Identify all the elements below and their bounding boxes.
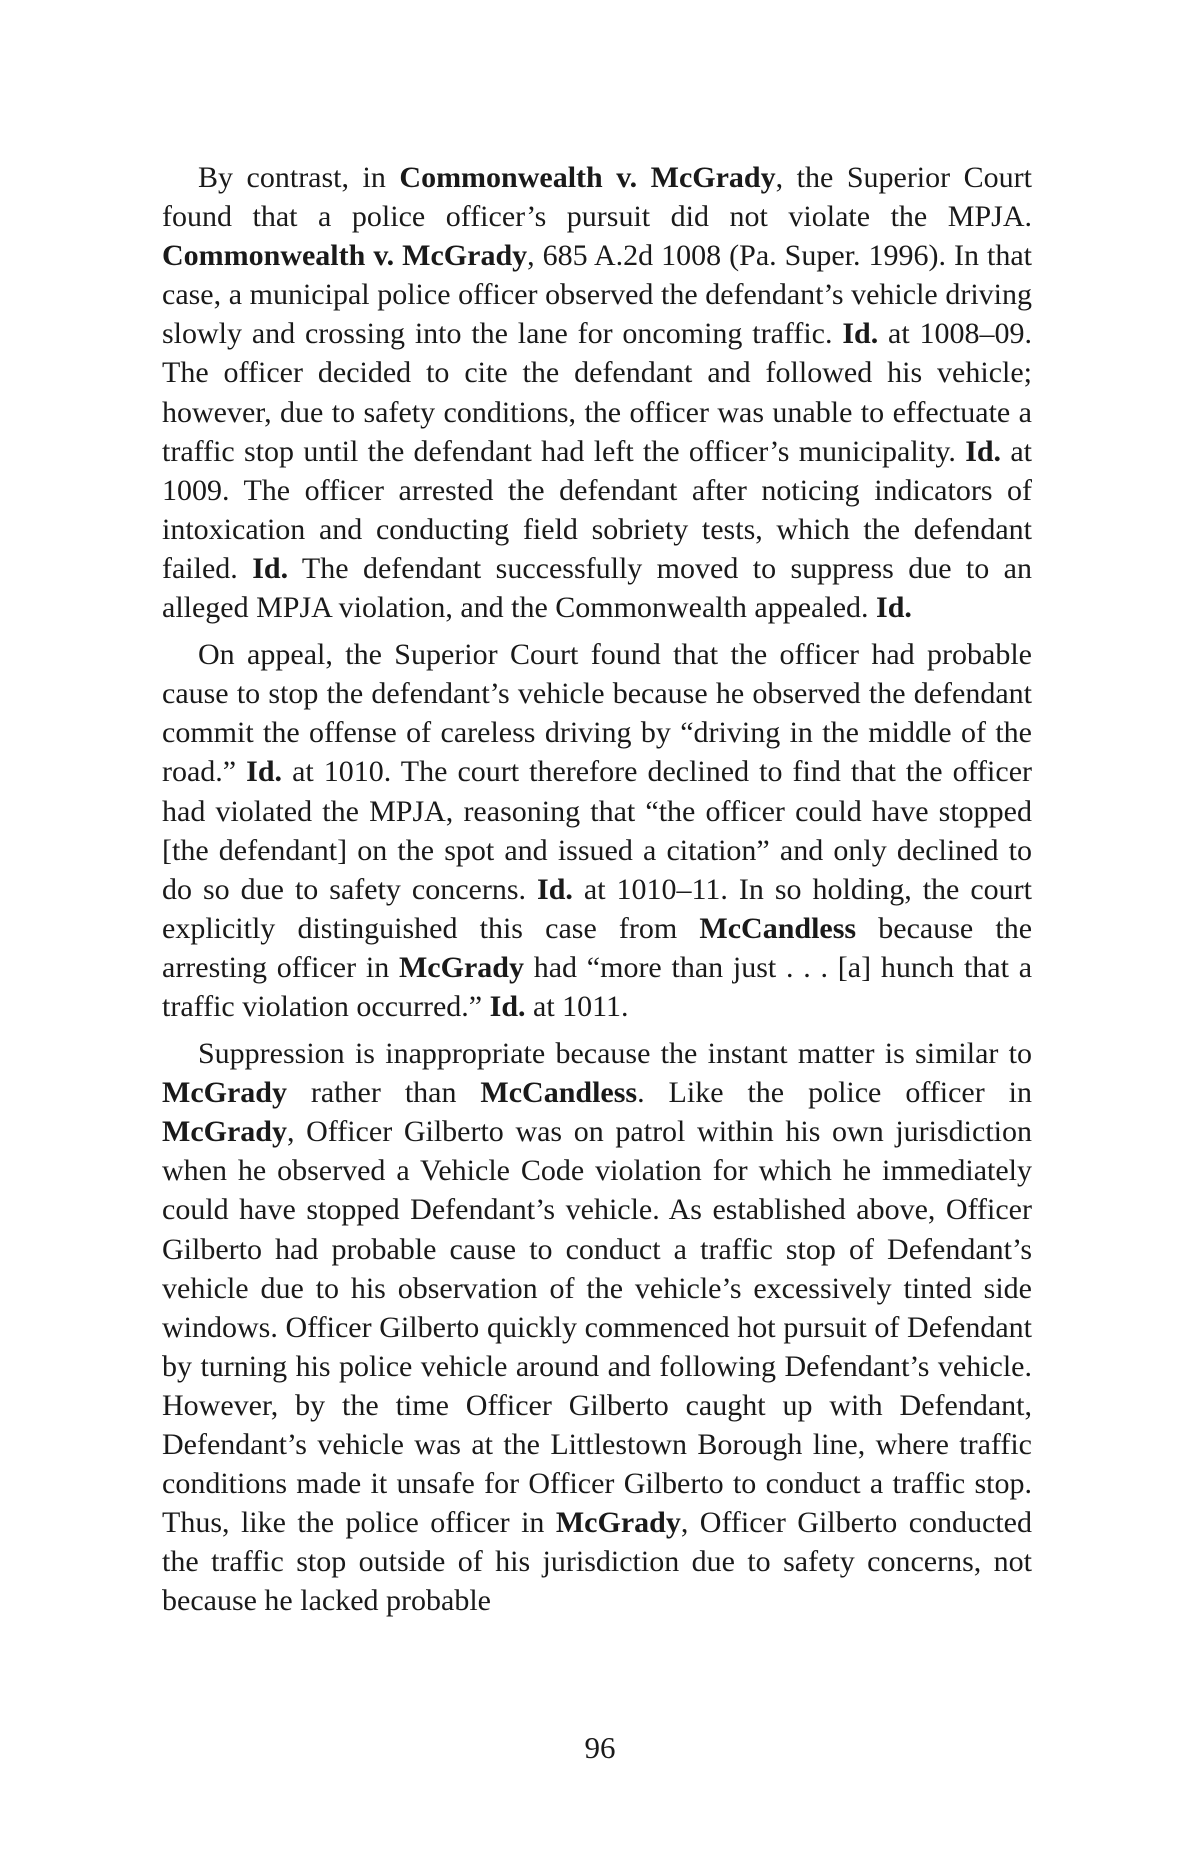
case-citation: Id. <box>252 551 289 585</box>
text-segment: at 1008–09. The officer decided to cite the defendant and followed his vehicle; however, due to safety conditions, the officer was unable to effectuate a traffic stop until the defendant had left the officer’s municipality. <box>162 317 1033 468</box>
text-segment: On appeal, the Superior Court found that the officer had probable cause to stop the defendant’s vehicle because he observed the defendant commit the offense of careless driving by “driving in the middle of the road.” <box>162 638 1032 789</box>
case-citation: Commonwealth v. McGrady <box>162 239 528 273</box>
document-body <box>162 158 1032 1628</box>
case-citation: Id. <box>489 989 526 1023</box>
case-citation: McGrady <box>398 950 524 984</box>
text-segment: at 1010. The court therefore declined to find that the officer had violated the MPJA, reasoning that “the officer could have stopped [the defendant] on the spot and issued a citation” and only declined to do so due to safety concerns. <box>162 755 1032 906</box>
case-citation: Commonwealth v. McGrady <box>399 161 776 194</box>
case-citation: Id. <box>842 317 879 351</box>
case-citation: Id. <box>965 434 1002 468</box>
text-segment: Suppression is inappropriate because the instant matter is similar to <box>198 1037 1032 1071</box>
text-segment: at 1011. <box>525 989 629 1023</box>
case-citation: McGrady <box>162 1076 287 1110</box>
text-segment: at 1009. The officer arrested the defendant after noticing indicators of intoxication and conducting field sobriety tests, which the defendant failed. <box>162 434 1032 585</box>
text-segment: By contrast, in <box>198 161 400 194</box>
case-citation: Id. <box>876 591 912 625</box>
case-citation: McGrady <box>162 1115 287 1149</box>
text-segment: because the arresting officer in <box>162 911 1033 984</box>
case-citation: McGrady <box>555 1506 681 1540</box>
text-segment: , the Superior Court found that a police officer’s pursuit did not violate the MPJA. <box>162 161 1032 234</box>
page-number: 96 <box>584 1730 616 1765</box>
paragraph-3 <box>162 1034 1032 1620</box>
text-segment: at 1010–11. In so holding, the court explicitly distinguished this case from <box>162 872 1032 945</box>
case-citation: Id. <box>246 755 283 789</box>
text-segment: rather than <box>286 1076 481 1110</box>
case-citation: McCandless <box>480 1076 638 1110</box>
text-segment: The defendant successfully moved to suppress due to an alleged MPJA violation, and the Commonwealth appealed. <box>162 551 1032 625</box>
text-segment: , Officer Gilberto conducted the traffic stop outside of his jurisdiction due to safety concerns, not because he lacked probable <box>162 1506 1032 1618</box>
paragraph-2 <box>162 635 1032 1026</box>
text-segment: , Officer Gilberto was on patrol within his own jurisdiction when he observed a Vehicle Code violation for which he immediately could have stopped Defendant’s vehicle. As established above, Officer Gilberto had probable cause to conduct a traffic stop of Defendant’s vehicle due to his observation of the vehicle’s excessively tinted side windows. Officer Gilberto quickly commenced hot pursuit of Defendant by turning his police vehicle around and following Defendant’s vehicle. However, by the time Officer Gilberto caught up with Defendant, Defendant’s vehicle was at the Littlestown Borough line, where traffic conditions made it unsafe for Officer Gilberto to conduct a traffic stop. Thus, like the police officer in <box>162 1115 1032 1540</box>
text-segment: , 685 A.2d 1008 (Pa. Super. 1996). In that case, a municipal police officer observed the defendant’s vehicle driving slowly and crossing into the lane for oncoming traffic. <box>162 239 1032 351</box>
text-segment: had “more than just . . . [a] hunch that a traffic violation occurred.” <box>162 950 1033 1023</box>
case-citation: McCandless <box>699 911 857 945</box>
case-citation: Id. <box>537 872 573 906</box>
paragraph-1 <box>162 158 1032 627</box>
text-segment: . Like the police officer in <box>637 1076 1032 1110</box>
